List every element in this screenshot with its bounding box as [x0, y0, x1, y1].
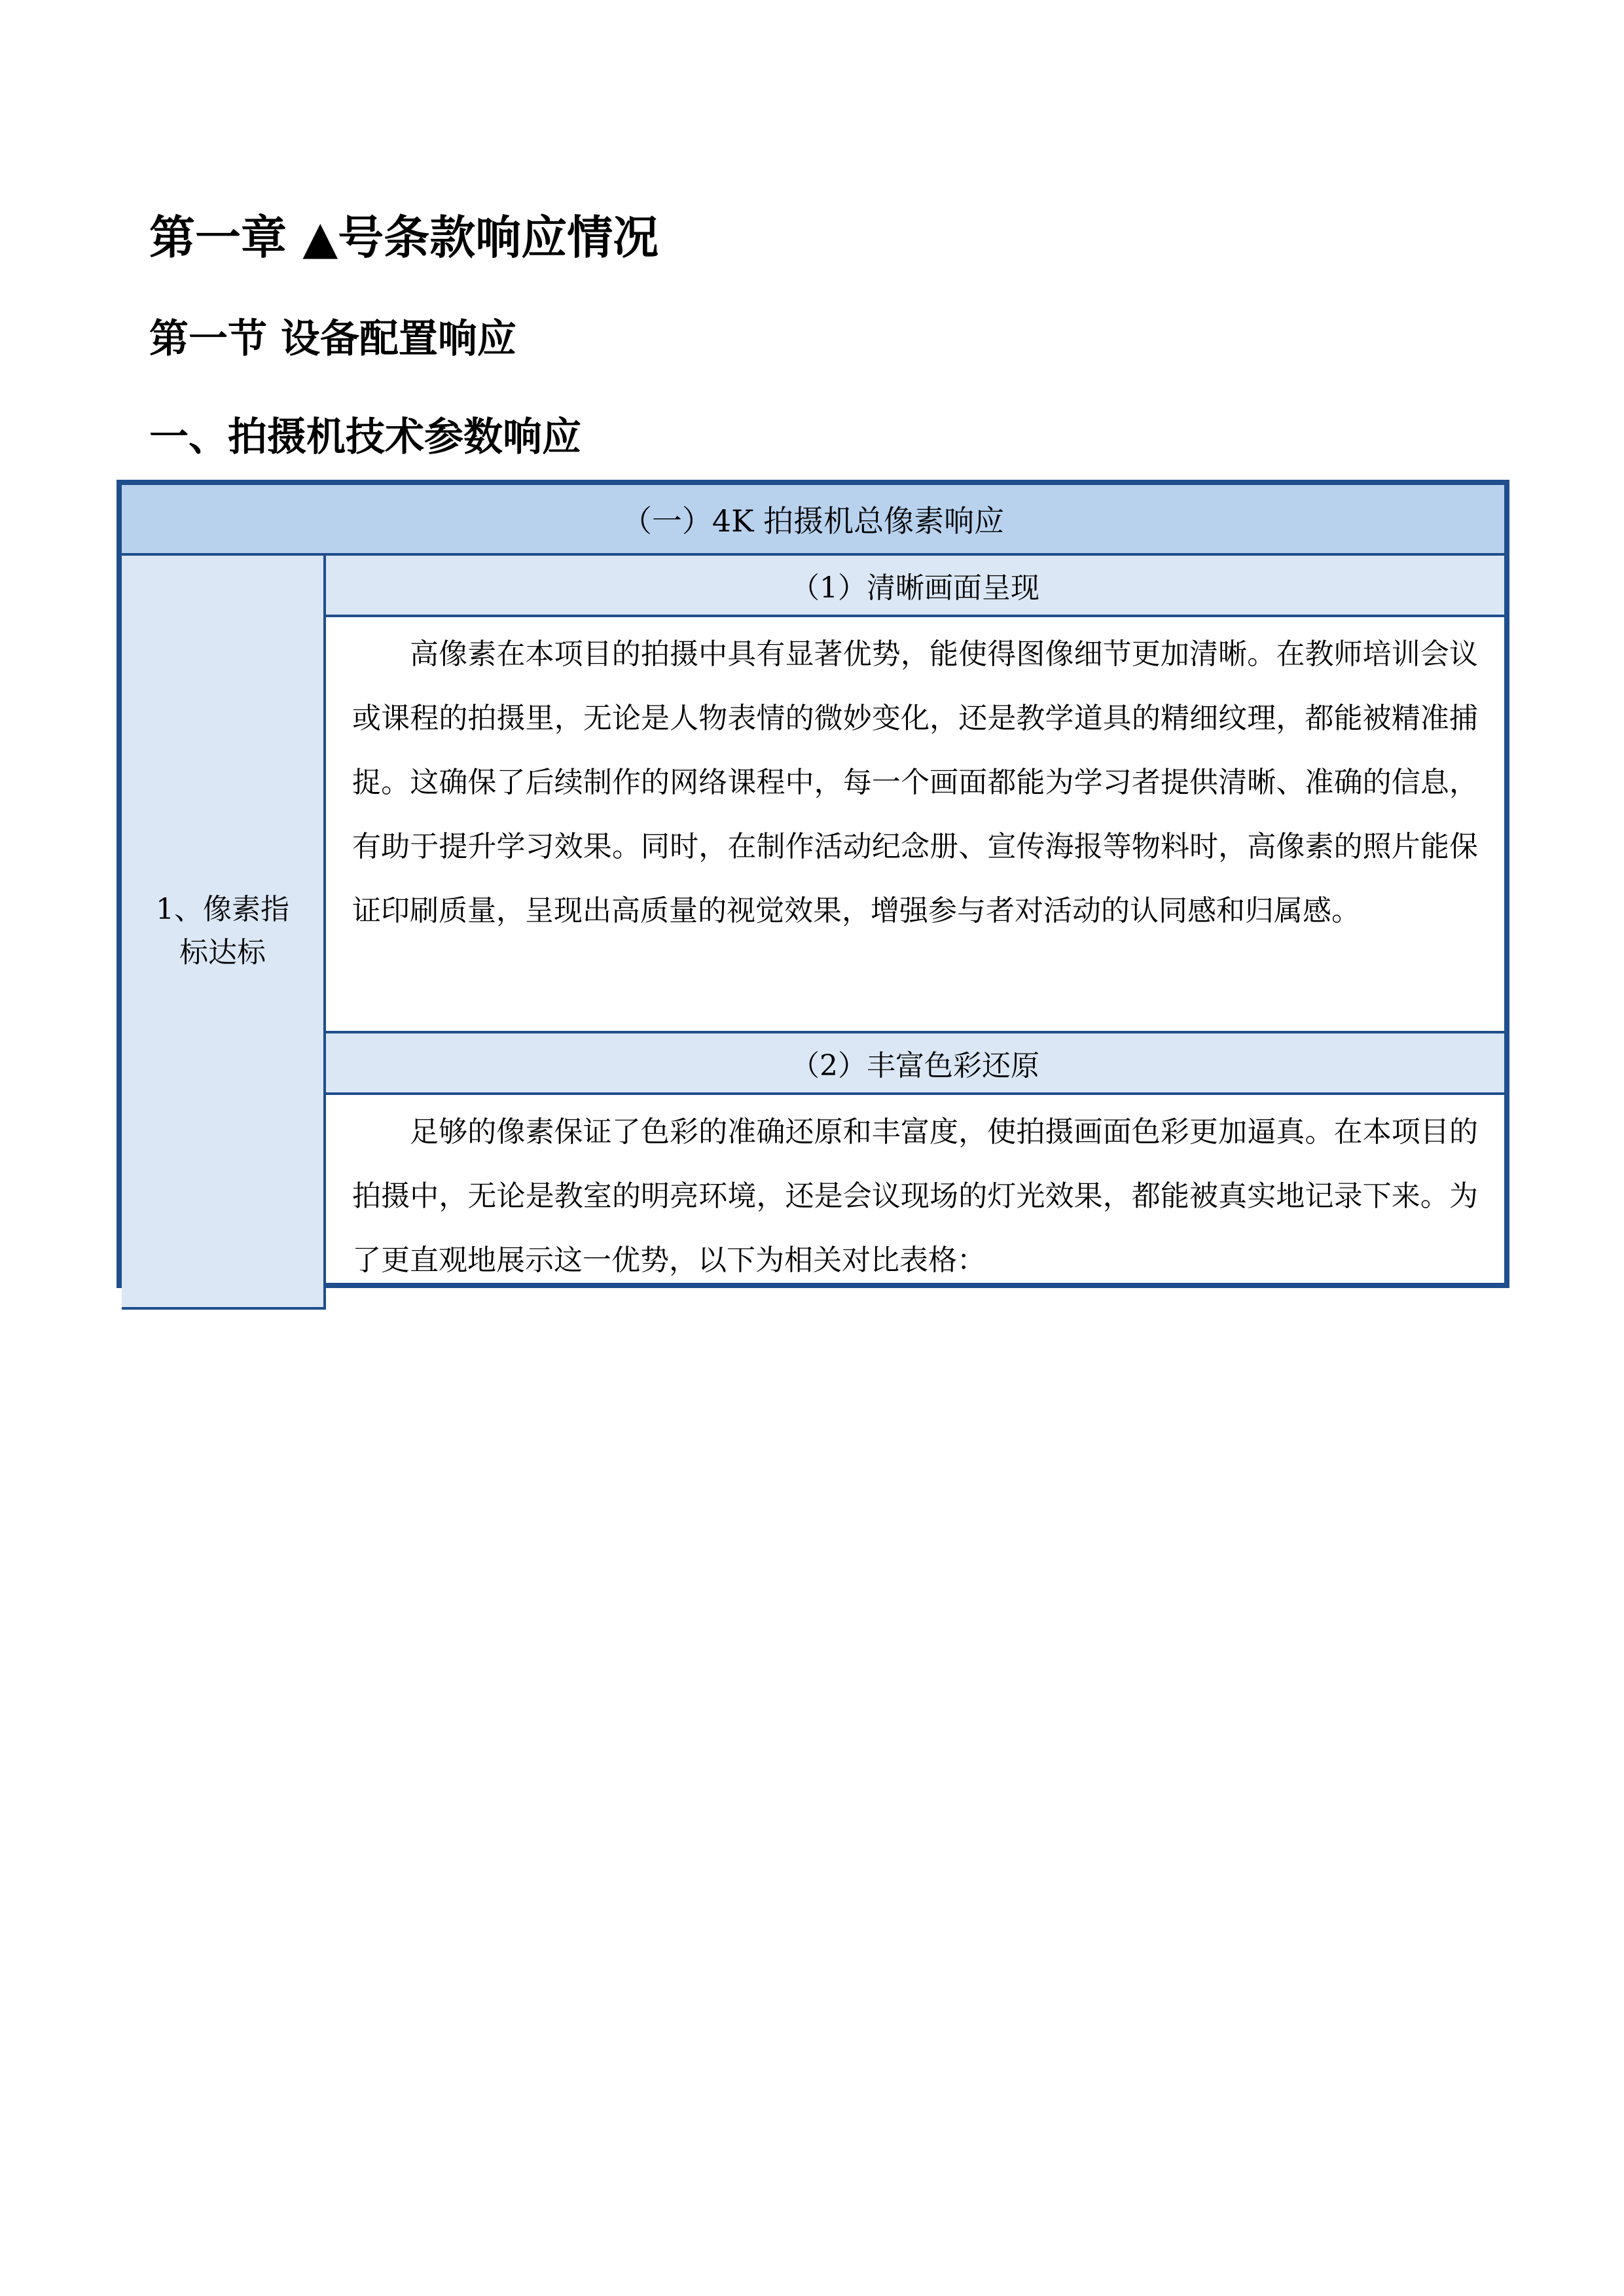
- item-body-cell: [325, 616, 1504, 1032]
- table-row: [122, 616, 1504, 1032]
- response-table-grid: [122, 485, 1504, 1310]
- table-row: [122, 1032, 1504, 1094]
- subsection-title: 一、拍摄机技术参数响应: [149, 414, 581, 460]
- row-label-cell: [122, 554, 325, 1308]
- table-row: [122, 1094, 1504, 1308]
- item-title: （2）丰富色彩还原: [325, 1032, 1504, 1094]
- item-body: 高像素在本项目的拍摄中具有显著优势，能使得图像细节更加清晰。在教师培训会议或课程的拍摄里，无论是人物表情的微妙变化，还是教学道具的精细纹理，都能被精准捕捉。这确保了后续制作的网络课程中，每一个画面都能为学习者提供清晰、准确的信息，有助于提升学习效果。同时，在制作活动纪念册、宣传海报等物料时，高像素的照片能保证印刷质量，呈现出高质量的视觉效果，增强参与者对活动的认同感和归属感。: [352, 637, 1478, 927]
- table-header-row: [122, 485, 1504, 554]
- table-header: （一）4K 拍摄机总像素响应: [122, 485, 1504, 554]
- item-body: 足够的像素保证了色彩的准确还原和丰富度，使拍摄画面色彩更加逼真。在本项目的拍摄中，无论是教室的明亮环境，还是会议现场的灯光效果，都能被真实地记录下来。为了更直观地展示这一优势，以下为相关对比表格：: [352, 1115, 1478, 1277]
- section-title: 第一节 设备配置响应: [149, 316, 516, 362]
- item-body-cell: [325, 1094, 1504, 1308]
- response-table: [117, 480, 1509, 1288]
- table-row: [122, 554, 1504, 616]
- row-label: 1、像素指标达标: [156, 893, 289, 969]
- item-title: （1）清晰画面呈现: [325, 554, 1504, 616]
- chapter-title: 第一章 ▲号条款响应情况: [149, 211, 659, 264]
